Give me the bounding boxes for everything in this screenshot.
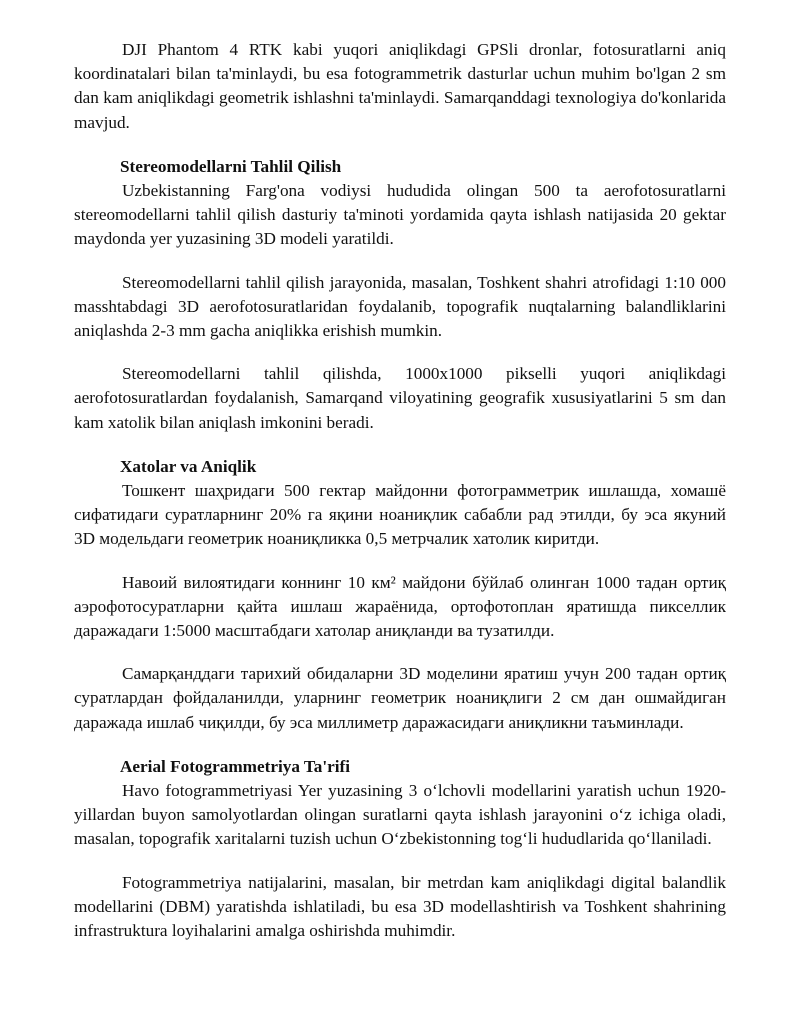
intro-paragraph: DJI Phantom 4 RTK kabi yuqori aniqlikdagi GPSli dronlar, fotosuratlarni aniq koordinatalari bilan ta'minlaydi, bu esa fotogrammetrik dasturlar uchun muhim bo'lgan 2 sm dan kam aniqlikdagi geometrik ishlashni ta'minlaydi. Samarqanddagi texnologiya do'konlarida mavjud. bbox=[74, 40, 726, 132]
section3-paragraph-2: Fotogrammetriya natijalarini, masalan, bir metrdan kam aniqlikdagi digital balandlik modellarini (DBM) yaratishda ishlatiladi, bu esa 3D modellashtirish va Toshkent shahrining infrastruktura loyihalarini amalga oshirishda muhimdir. bbox=[74, 872, 726, 941]
document-page bbox=[74, 38, 726, 943]
section1-paragraph-2: Stereomodellarni tahlil qilish jarayonida, masalan, Toshkent shahri atrofidagi 1:10 000 masshtabdagi 3D aerofotosuratlaridan foydalanib, topografik nuqtalarning balandliklarini aniqlashda 2-3 mm gacha aniqlikka erishish mumkin. bbox=[74, 272, 726, 341]
section2-paragraph-2: Навоий вилоятидаги коннинг 10 км² майдони бўйлаб олинган 1000 тадан ортиқ аэрофотосуратларни қайта ишлаш жараёнида, ортофотоплан яратишда пикселлик даражадаги 1:5000 масштабдаги хатолар аниқланди ва тузатилди. bbox=[74, 572, 726, 641]
section1-paragraph-1: Uzbekistanning Farg'ona vodiysi hududida olingan 500 ta aerofotosuratlarni stereomodellarni tahlil qilish dasturiy ta'minoti yordamida qayta ishlash natijasida 20 gektar maydonda yer yuzasining 3D modeli yaratildi. bbox=[74, 181, 726, 249]
section-heading-stereomodels: Stereomodellarni Tahlil Qilish bbox=[120, 156, 342, 176]
section3-paragraph-1: Havo fotogrammetriyasi Yer yuzasining 3 o‘lchovli modellarini yaratish uchun 1920-yillardan buyon samolyotlardan olingan suratlarni qayta ishlash jarayonini o‘z ichiga oladi, masalan, topografik xaritalarni tuzish uchun O‘zbekistonning tog‘li hududlarida qo‘llaniladi. bbox=[74, 781, 726, 849]
section1-paragraph-3: Stereomodellarni tahlil qilishda, 1000x1000 pikselli yuqori aniqlikdagi aerofotosuratlardan foydalanish, Samarqand viloyatining geografik xususiyatlarini 5 sm dan kam xatolik bilan aniqlash imkonini beradi. bbox=[74, 364, 726, 432]
section2-paragraph-3: Самарқанддаги тарихий обидаларни 3D моделини яратиш учун 200 тадан ортиқ суратлардан фойдаланилди, уларнинг геометрик ноаниқлиги 2 см дан ошмайдиган даражада ишлаб чиқилди, бу эса миллиметр даражасидаги аниқликни таъминлади. bbox=[74, 664, 726, 732]
section-heading-errors-accuracy: Xatolar va Aniqlik bbox=[120, 456, 257, 476]
section-heading-aerial-photogrammetry: Aerial Fotogrammetriya Ta'rifi bbox=[120, 756, 351, 776]
section2-paragraph-1: Тошкент шаҳридаги 500 гектар майдонни фотограмметрик ишлашда, хомашё сифатидаги суратларнинг 20% га яқини ноаниқлик сабабли рад этилди, бу эса якуний 3D модельдаги геометрик ноаниқликка 0,5 метрчалик хатолик киритди. bbox=[74, 481, 726, 549]
